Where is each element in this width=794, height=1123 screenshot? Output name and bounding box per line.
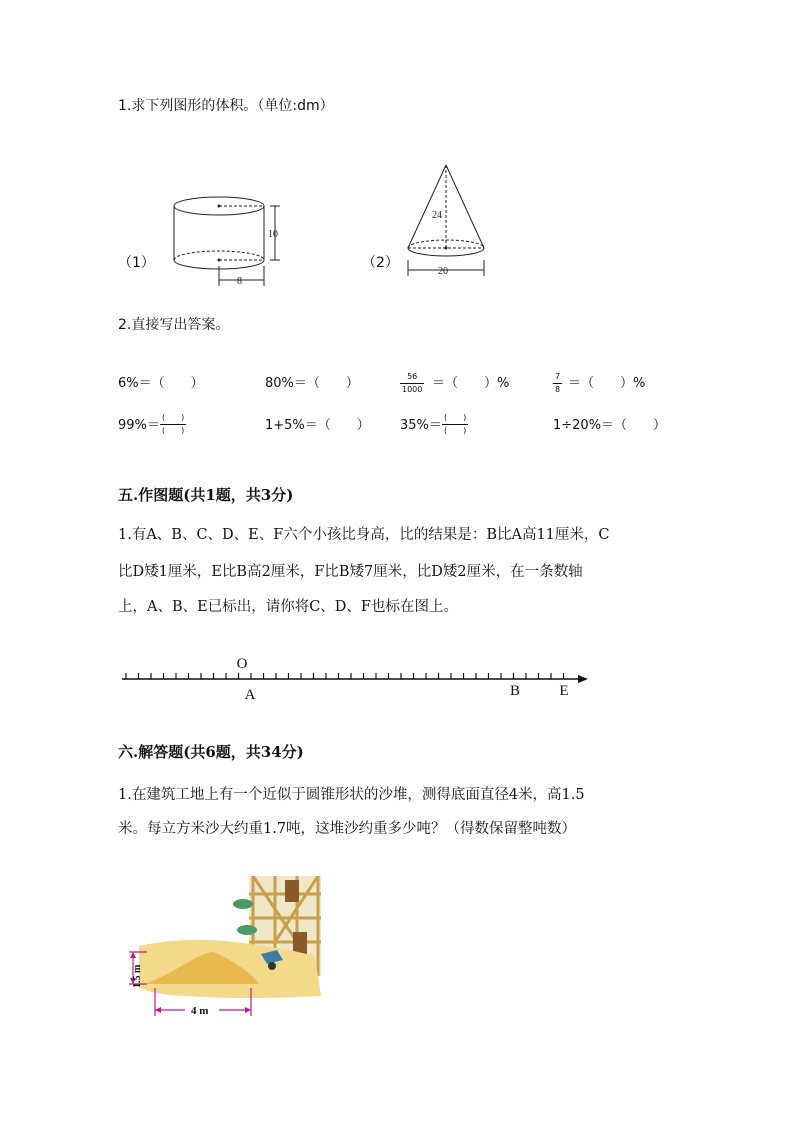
cylinder-figure [118,190,288,290]
fraction-7-8 [553,372,562,395]
calc-99-percent-lead: 99%＝ [118,418,160,433]
cylinder-radius-label: 8 [237,276,242,287]
fraction-numerator: 7 [555,372,561,381]
cone-height-label: 24 [432,210,442,221]
cone-drawing [362,160,492,280]
point-b-label: B [509,683,521,699]
calc-1-plus-5-percent: 1+5%＝（ ） [265,418,370,433]
calc-7-8-tail: ＝（ ）% [568,376,646,391]
fraction-numerator: 56 [407,372,418,381]
origin-label: O [236,656,248,672]
section-5-line-3: 上，A、B、E已标出，请你将C、D、F也标在图上。 [118,599,458,615]
cone-diameter-label: 20 [438,266,448,277]
section-6-line-1: 1.在建筑工地上有一个近似于圆锥形状的沙堆，测得底面直径4米，高1.5 [118,787,585,803]
point-e-label: E [559,683,569,699]
section-5-line-2: 比D矮1厘米，E比B高2厘米，F比B矮7厘米，比D矮2厘米，在一条数轴 [118,564,583,580]
figure-1-label: （1） [118,255,155,271]
calc-80-percent: 80%＝（ ） [265,376,359,391]
number-line-ticks [126,673,564,679]
cylinder-drawing [118,190,288,290]
calc-35-percent-lead: 35%＝ [400,418,442,433]
number-line [118,650,598,710]
figure-2-label: （2） [362,255,399,271]
fraction-numerator: ( ) [162,413,185,422]
fraction-56-1000 [400,372,424,395]
sand-pile-illustration [125,876,325,1018]
section-5-line-1: 1.有A、B、C、D、E、F六个小孩比身高，比的结果是：B比A高11厘米，C [118,527,610,543]
fraction-blank-1 [160,413,186,436]
calc-1-div-20-percent: 1÷20%＝（ ） [553,418,667,433]
calc-56-1000-tail: ＝（ ）% [432,376,510,391]
question-1-title: 1.求下列图形的体积。（单位:dm） [118,98,334,114]
cone-figure [362,160,492,280]
calc-6-percent: 6%＝（ ） [118,376,204,391]
fraction-denominator: 8 [555,385,561,394]
pile-width-label: 4 m [191,1005,209,1017]
pile-height-label: 1.5 m [132,964,143,988]
fraction-denominator: ( ) [444,426,467,435]
point-a-label: A [244,687,256,703]
fraction-denominator: ( ) [162,426,185,435]
fraction-numerator: ( ) [444,413,467,422]
fraction-denominator: 1000 [402,385,423,394]
cylinder-height-label: 10 [268,229,278,240]
section-6-heading: 六.解答题(共6题，共34分) [118,743,304,761]
section-6-line-2: 米。每立方米沙大约重1.7吨，这堆沙约重多少吨？（得数保留整吨数） [118,821,577,837]
section-5-heading: 五.作图题(共1题，共3分) [118,486,294,504]
fraction-blank-2 [442,413,468,436]
question-2-title: 2.直接写出答案。 [118,317,230,333]
